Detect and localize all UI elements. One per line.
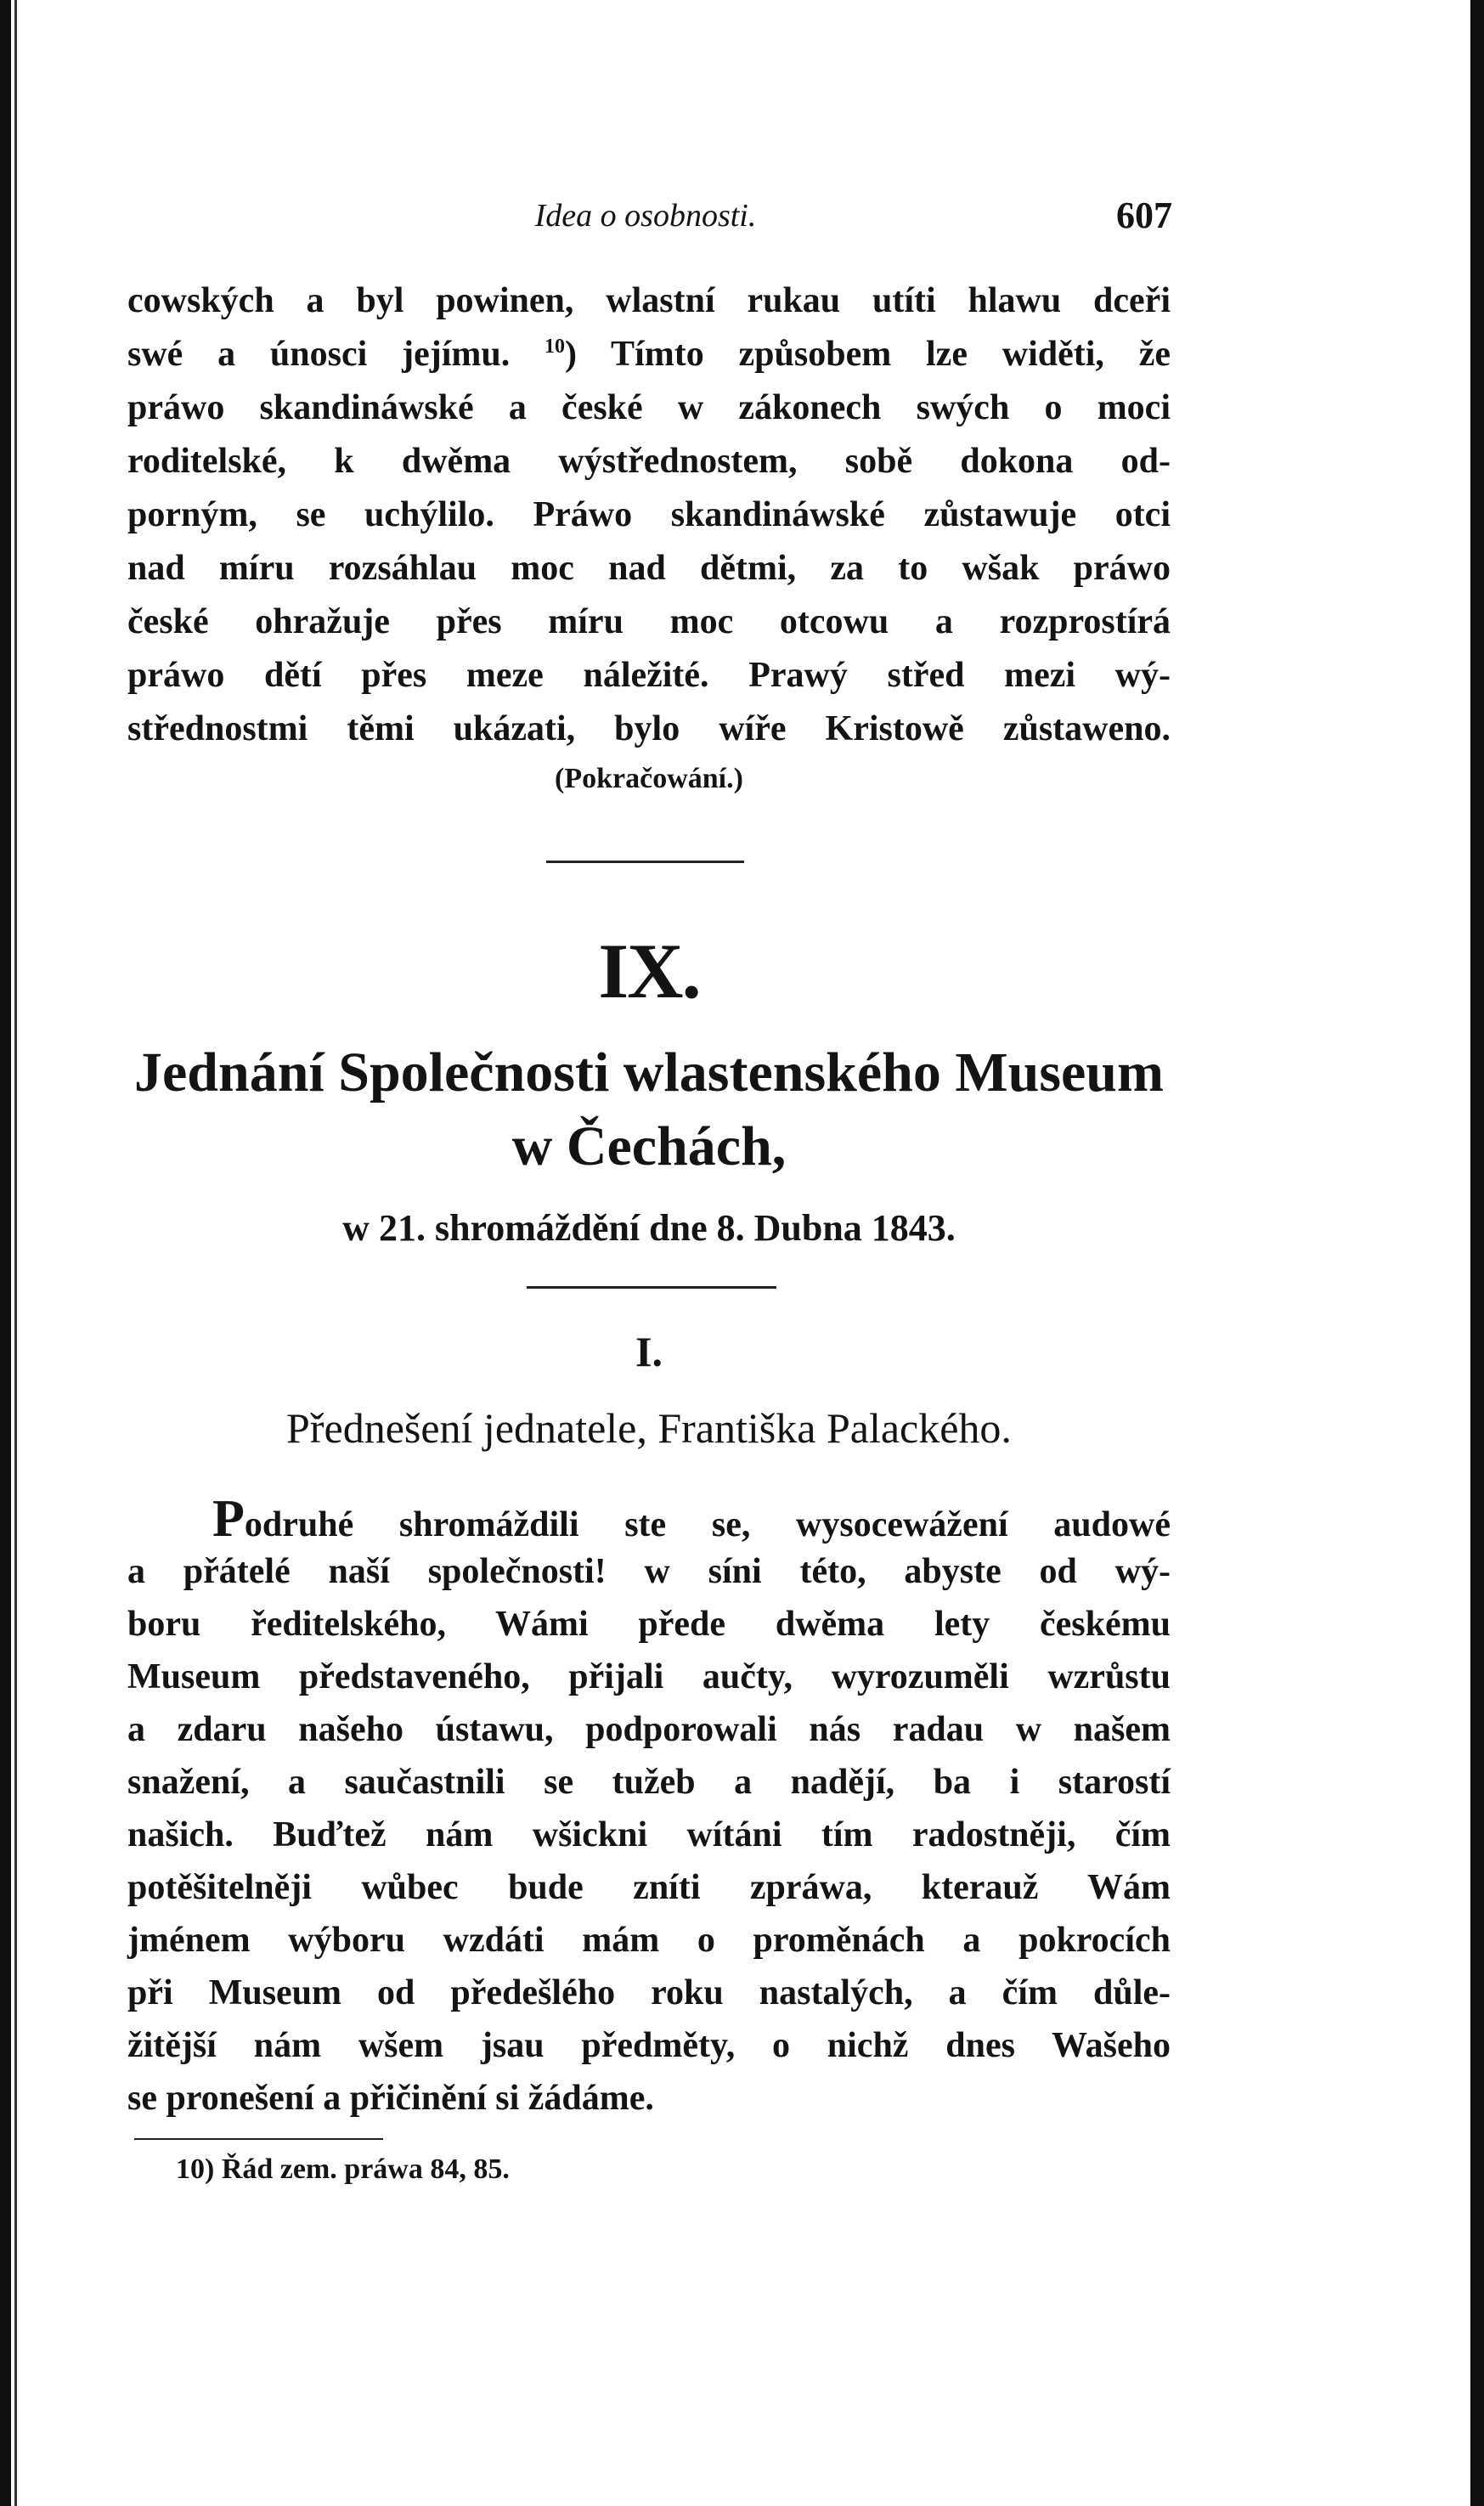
text-line: snažení, a saučastnili se tužeb a nadějí, ba i starostí [127, 1763, 1171, 1802]
text-line: roditelské, k dwěma wýstřednostem, sobě dokona od- [127, 442, 1171, 481]
text-line: při Museum od předešlého roku nastalých, a čím důle- [127, 1973, 1171, 2012]
text-line: cowských a byl powinen, wlastní rukau utíti hlawu dceři [127, 281, 1171, 320]
scan-edge-right [1470, 0, 1484, 2506]
text-line: jménem wýboru wzdáti mám o proměnách a pokrocích [127, 1921, 1171, 1960]
text-line: našich. Buďtež nám wšickni wítáni tím radostněji, čím [127, 1815, 1171, 1854]
footnote-ref: 10 [545, 336, 566, 358]
section-number: IX. [598, 928, 700, 1014]
continued-note: (Pokračowání.) [555, 763, 743, 794]
page-number: 607 [1116, 195, 1172, 236]
text-line: žitější nám wšem jsau předměty, o nichž dnes Wašeho [127, 2026, 1171, 2065]
text-line: práwo dětí přes meze náležité. Prawý střed mezi wý- [127, 656, 1171, 695]
text-line: nad míru rozsáhlau moc nad dětmi, za to wšak práwo [127, 549, 1171, 588]
text-line [127, 328, 1171, 381]
text-segment: ) Tímto způsobem lze widěti, že [565, 335, 1171, 374]
running-title: Idea o osobnosti. [534, 198, 757, 234]
text-line: potěšitelněji wůbec bude zníti zpráwa, kterauž Wám [127, 1868, 1171, 1907]
divider [546, 861, 744, 863]
text-line: a zdaru našeho ústawu, podporowali nás radau w našem [127, 1710, 1171, 1749]
paragraph-1 [127, 274, 1171, 756]
meeting-date: w 21. shromáždění dne 8. Dubna 1843. [342, 1207, 956, 1249]
section-title: Jednání Společnosti wlastenského Museum [133, 1041, 1164, 1103]
text-line: Museum představeného, přijali aučty, wyrozuměli wzrůstu [127, 1657, 1171, 1696]
text-line: se pronešení a přičinění si žádáme. [127, 2079, 654, 2118]
text-segment: swé a únosci jejímu. [127, 335, 545, 374]
scan-edge-line [14, 0, 17, 2506]
drop-cap: P [212, 1490, 245, 1548]
section-title-line2: w Čechách, [511, 1115, 787, 1177]
text-line: české ohražuje přes míru moc otcowu a rozprostírá [127, 602, 1171, 641]
footnote: 10) Řád zem. práwa 84, 85. [176, 2153, 510, 2185]
text-line: práwo skandináwské a české w zákonech swých o moci [127, 388, 1171, 427]
subsection-title: Přednešení jednatele, Františka Palackého. [286, 1404, 1012, 1452]
text-line: porným, se uchýlilo. Práwo skandináwské zůstawuje otci [127, 495, 1171, 534]
text-line: boru ředitelského, Wámi přede dwěma lety českému [127, 1605, 1171, 1644]
text-line: a přátelé naší společnosti! w síni této, abyste od wý- [127, 1552, 1171, 1591]
scan-edge-left [0, 0, 11, 2506]
paragraph-2 [127, 1490, 1171, 2125]
text-segment: odruhé shromáždili ste se, wysocewážení audowé [244, 1505, 1171, 1544]
subsection-number: I. [635, 1328, 663, 1375]
text-line: střednostmi těmi ukázati, bylo wíře Kristowě zůstaweno. [127, 709, 1171, 748]
text-line [127, 1490, 1171, 1548]
footnote-rule [134, 2138, 383, 2140]
divider [527, 1286, 776, 1289]
